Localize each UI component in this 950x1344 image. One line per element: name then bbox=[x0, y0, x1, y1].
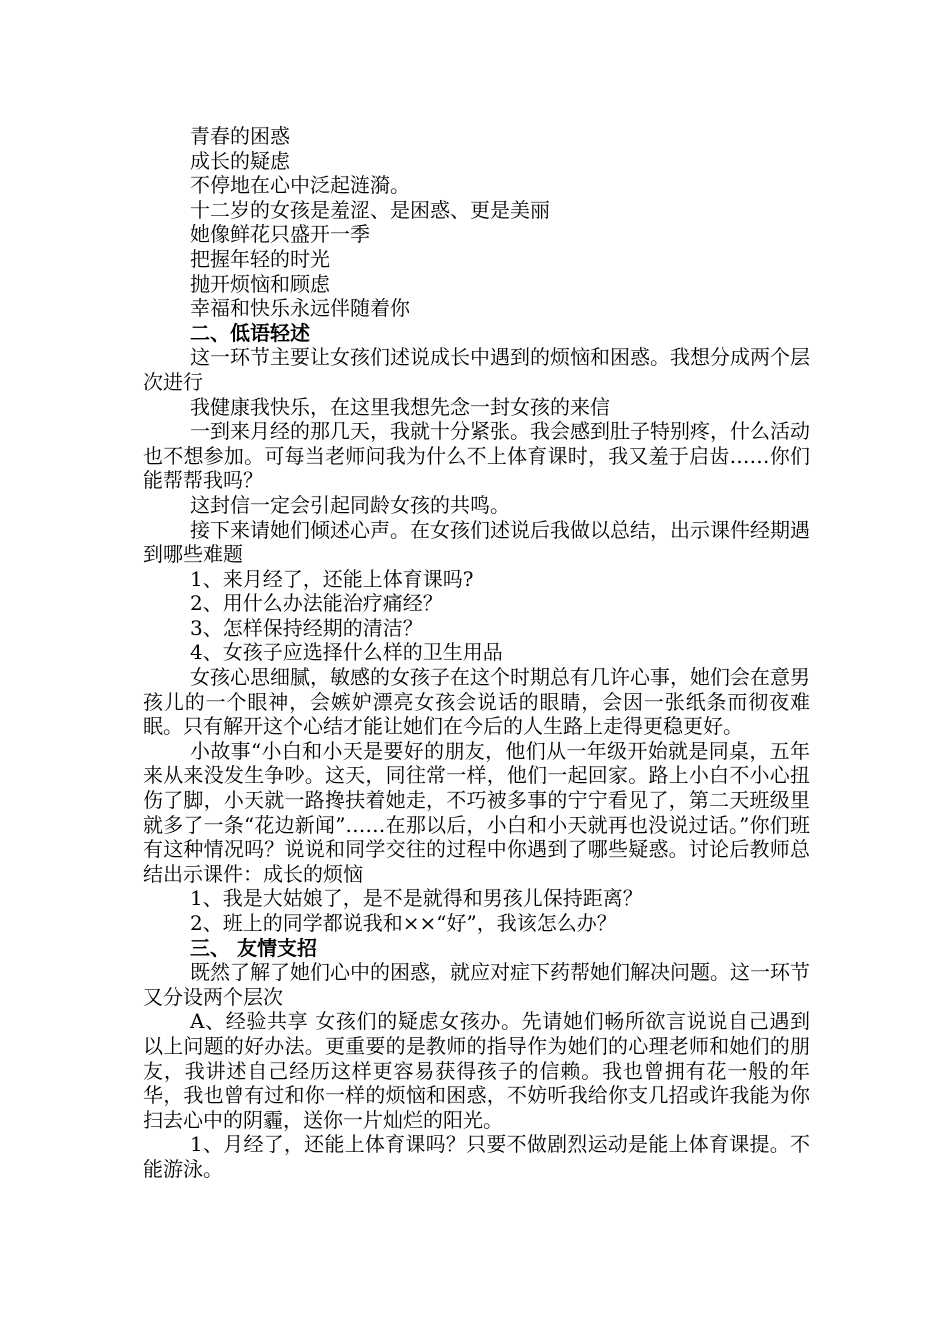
poem-line: 她像鲜花只盛开一季 bbox=[190, 222, 370, 247]
poem-line: 抛开烦恼和顾虑 bbox=[190, 271, 330, 296]
paragraph: 2、用什么办法能治疗痛经？ bbox=[190, 591, 443, 616]
paragraph: 1、来月经了，还能上体育课吗? bbox=[190, 566, 474, 591]
paragraph: 女孩心思细腻，敏感的女孩子在这个时期总有几许心事，她们会在意男孩儿的一个眼神，会嫉妒漂亮女孩会说话的眼睛，会因一张纸条而彻夜难眠。只有解开这个心结才能让她们在今后的人生路上走得更稳更好。 bbox=[143, 665, 810, 739]
paragraph: 3、怎样保持经期的清洁？ bbox=[190, 615, 423, 640]
paragraph: 这一环节主要让女孩们述说成长中遇到的烦恼和困惑。我想分成两个层次进行 bbox=[143, 345, 810, 394]
poem-line: 青春的困惑 bbox=[190, 124, 290, 148]
paragraph: 2、班上的同学都说我和××“好”，我该怎么办？ bbox=[190, 911, 617, 935]
paragraph: 接下来请她们倾述心声。在女孩们述说后我做以总结，出示课件经期遇到哪些难题 bbox=[143, 517, 810, 567]
paragraph: 既然了解了她们心中的困惑，就应对症下药帮她们解决问题。这一环节又分设两个层次 bbox=[143, 960, 810, 1009]
paragraph: 4、女孩子应选择什么样的卫生用品 bbox=[190, 640, 503, 665]
poem-line: 把握年轻的时光 bbox=[190, 246, 330, 271]
paragraph: 这封信一定会引起同龄女孩的共鸣。 bbox=[190, 492, 510, 517]
section-heading: 二、低语轻述 bbox=[190, 320, 310, 345]
paragraph: 我健康我快乐，在这里我想先念一封女孩的来信 bbox=[190, 394, 610, 419]
poem-line: 幸福和快乐永远伴随着你 bbox=[190, 296, 410, 321]
section-heading: 三、 友情支招 bbox=[190, 935, 317, 960]
paragraph: A、经验共享 女孩们的疑虑女孩办。先请她们畅所欲言说说自己遇到以上问题的好办法。更重要的是教师的指导作为她们的心理老师和她们的朋友，我讲述自己经历这样更容易获得孩子的信赖。我也曾拥有花一般的年华，我也曾有过和你一样的烦恼和困惑，不妨听我给你支几招或许我能为你扫去心中的阴霾，送你一片灿烂的阳光。 bbox=[143, 1009, 810, 1132]
poem-line: 十二岁的女孩是羞涩、是困惑、更是美丽 bbox=[190, 197, 550, 222]
poem-line: 不停地在心中泛起涟漪。 bbox=[190, 173, 410, 198]
poem-line: 成长的疑虑 bbox=[190, 148, 290, 173]
paragraph: 1、我是大姑娘了，是不是就得和男孩儿保持距离？ bbox=[190, 886, 643, 911]
paragraph: 一到来月经的那几天，我就十分紧张。我会感到肚子特别疼，什么活动也不想参加。可每当老师问我为什么不上体育课时，我又羞于启齿……你们能帮帮我吗？ bbox=[143, 419, 810, 493]
paragraph: 小故事“小白和小天是要好的朋友，他们从一年级开始就是同桌，五年来从来没发生争吵。这天，同往常一样，他们一起回家。路上小白不小心扭伤了脚，小天就一路搀扶着她走，不巧被多事的宁宁看见了，第二天班级里就多了一条“花边新闻”……在那以后，小白和小天就再也没说过话。”你们班有这种情况吗？说说和同学交往的过程中你遇到了哪些疑惑。讨论后教师总结出示课件：成长的烦恼 bbox=[143, 738, 810, 886]
paragraph: 1、月经了，还能上体育课吗？只要不做剧烈运动是能上体育课提。不能游泳。 bbox=[143, 1132, 810, 1181]
